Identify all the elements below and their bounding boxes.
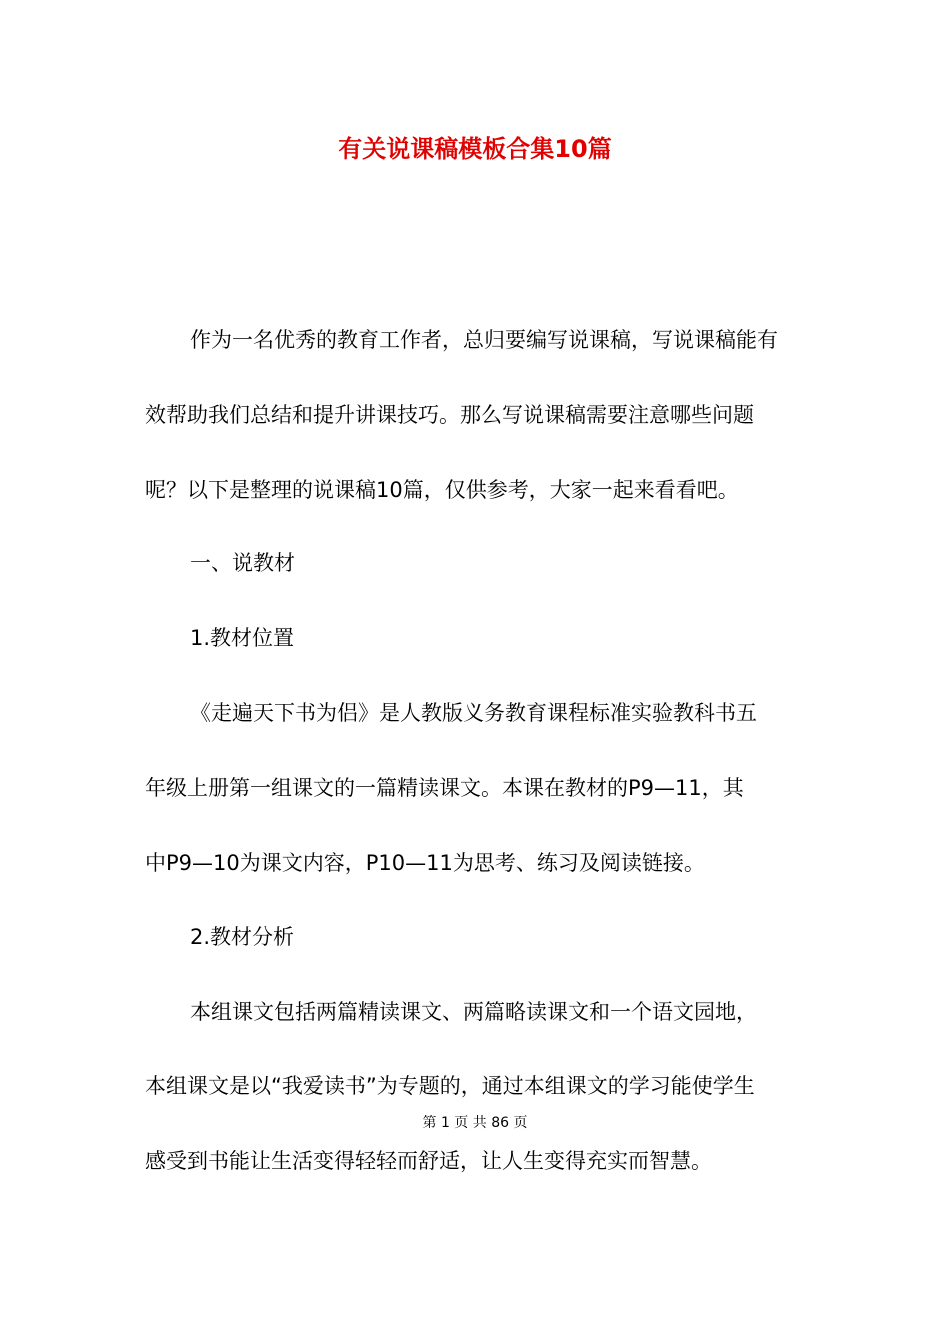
paragraph-line-9: 感受到书能让生活变得轻轻而舒适，让人生变得充实而智慧。 xyxy=(145,1149,712,1173)
paragraph-line-5: 年级上册第一组课文的一篇精读课文。本课在教材的P9—11，其 xyxy=(145,776,744,800)
paragraph-line-1: 作为一名优秀的教育工作者，总归要编写说课稿，写说课稿能有 xyxy=(190,328,778,352)
paragraph-line-3: 呢？以下是整理的说课稿10篇，仅供参考，大家一起来看看吧。 xyxy=(145,478,739,502)
subheading-textbook-position: 1.教材位置 xyxy=(190,626,295,650)
document-title: 有关说课稿模板合集10篇 xyxy=(338,135,612,163)
section-heading: 一、说教材 xyxy=(190,551,295,575)
paragraph-line-7: 本组课文包括两篇精读课文、两篇略读课文和一个语文园地， xyxy=(190,1000,757,1024)
paragraph-line-8: 本组课文是以“我爱读书”为专题的，通过本组课文的学习能使学生 xyxy=(145,1074,755,1098)
page-number: 第 1 页 共 86 页 xyxy=(422,1115,528,1131)
paragraph-line-2: 效帮助我们总结和提升讲课技巧。那么写说课稿需要注意哪些问题 xyxy=(145,403,754,427)
paragraph-line-6: 中P9—10为课文内容，P10—11为思考、练习及阅读链接。 xyxy=(145,851,705,875)
subheading-textbook-analysis: 2.教材分析 xyxy=(190,925,295,949)
paragraph-line-4: 《走遍天下书为侣》是人教版义务教育课程标准实验教科书五 xyxy=(190,701,757,725)
